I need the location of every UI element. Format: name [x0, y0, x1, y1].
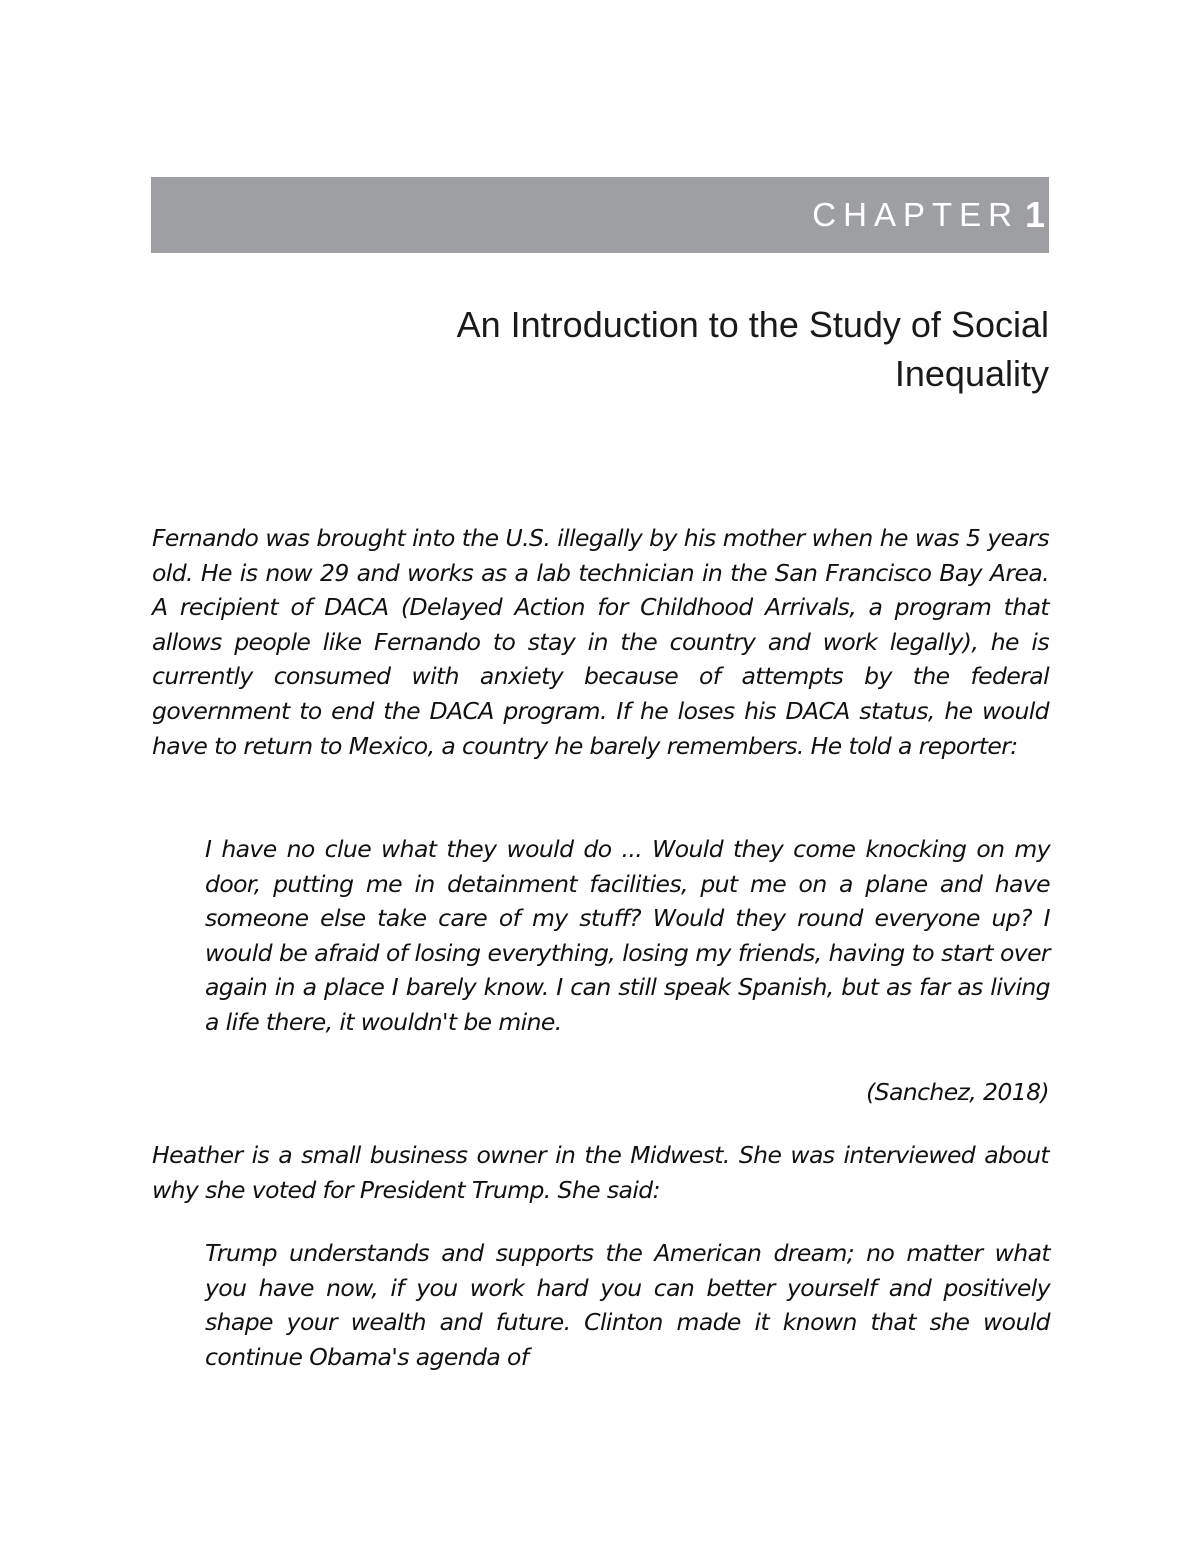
chapter-number: 1: [1024, 194, 1045, 235]
chapter-title: An Introduction to the Study of Social Inequality: [456, 304, 1049, 394]
chapter-banner: [151, 177, 1049, 253]
intro-paragraph-heather: Heather is a small business owner in the Midwest. She was interviewed about why she voted for President Trump. She said:: [152, 1141, 1049, 1204]
chapter-label: CHAPTER: [812, 196, 1019, 233]
block-quote-fernando: I have no clue what they would do ... Would they come knocking on my door, putting me in detainment facilities, put me on a plane and have someone else take care of my stuff? Would they round everyone up? I would be afraid of losing everything, losing my friends, having to start over again in a place I barely know. I can still speak Spanish, but as far as living a life there, it wouldn't be mine.: [205, 835, 1050, 1036]
intro-paragraph-fernando: Fernando was brought into the U.S. illegally by his mother when he was 5 years old. He is now 29 and works as a lab technician in the San Francisco Bay Area. A recipient of DACA (Delayed Action for Childhood Arrivals, a program that allows people like Fernando to stay in the country and work legally), he is currently consumed with anxiety because of attempts by the federal government to end the DACA program. If he loses his DACA status, he would have to return to Mexico, a country he barely remembers. He told a reporter:: [152, 524, 1049, 760]
block-quote-heather: Trump understands and supports the American dream; no matter what you have now, if you work hard you can better yourself and positively shape your wealth and future. Clinton made it known that she would continue Obama's agenda of: [205, 1239, 1050, 1371]
citation: (Sanchez, 2018): [866, 1078, 1049, 1106]
